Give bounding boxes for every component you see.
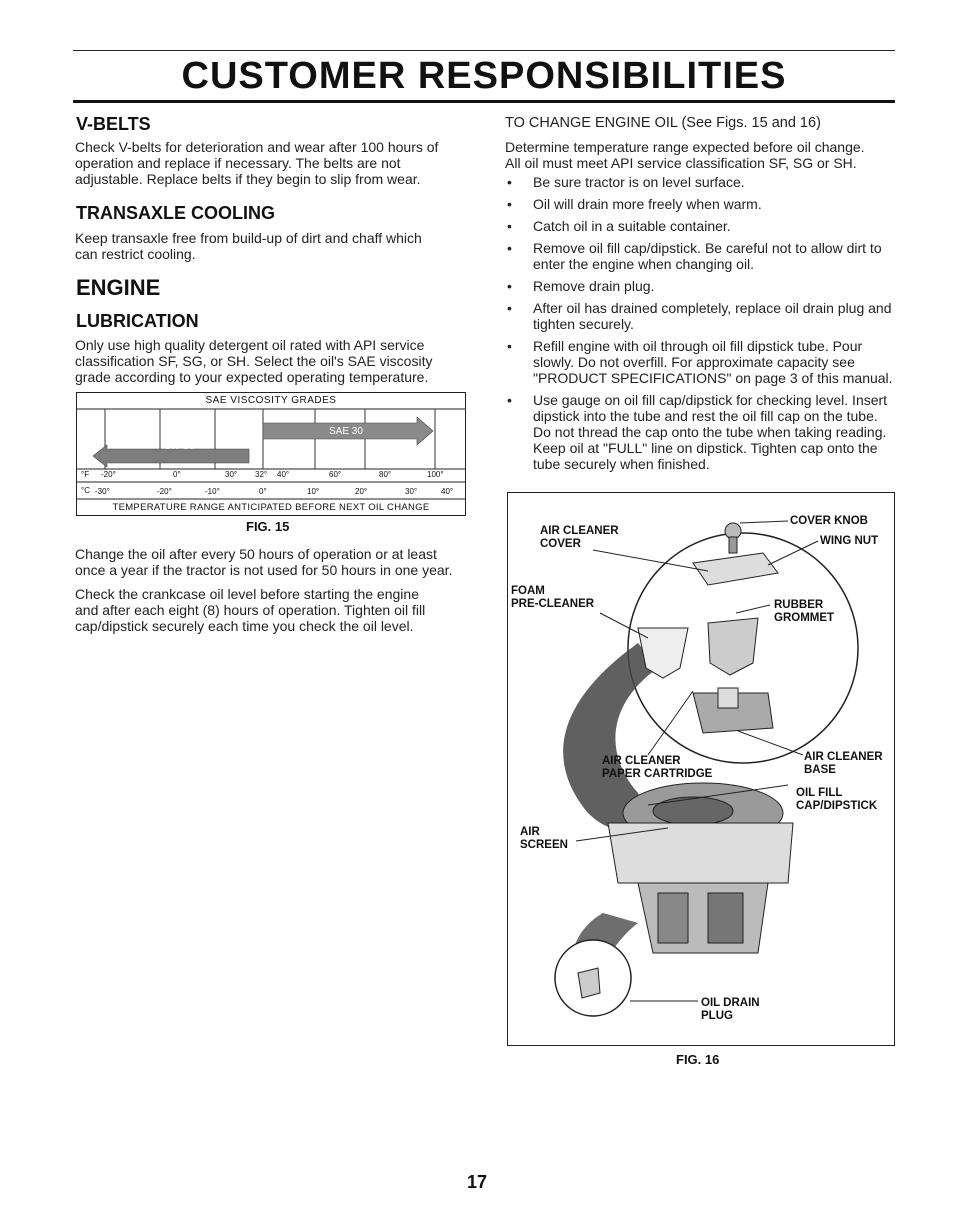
engine-heading: ENGINE xyxy=(76,275,161,300)
c-tick: 20° xyxy=(355,487,368,496)
top-rule xyxy=(73,50,895,51)
c-tick: 10° xyxy=(307,487,320,496)
page-number: 17 xyxy=(466,1172,488,1192)
f-tick: 32° xyxy=(255,470,268,479)
list-item: • Oil will drain more freely when warm. xyxy=(505,196,897,212)
list-item: • Catch oil in a suitable container. xyxy=(505,218,897,234)
f-unit: °F xyxy=(81,470,90,479)
fig16-label: FIG. 16 xyxy=(676,1052,720,1067)
lubrication-heading: LUBRICATION xyxy=(76,311,199,331)
change-oil-heading: TO CHANGE ENGINE OIL (See Figs. 15 and 16) xyxy=(505,115,821,131)
f-tick: 30° xyxy=(225,470,238,479)
f-tick: 0° xyxy=(173,470,181,479)
transaxle-heading: TRANSAXLE COOLING xyxy=(76,203,276,223)
c-tick: 30° xyxy=(405,487,418,496)
callout-air-cleaner-base: AIR CLEANER BASE xyxy=(804,751,883,776)
list-item: • Use gauge on oil fill cap/dipstick for checking level. Insert dipstick into the tube and rest the oil fill cap on the tube. Do not thread the cap onto the tube when taking reading. Keep oil at "FULL" line on dipstick. Tighten cap onto the tube securely when finished. xyxy=(505,392,897,472)
callout-wing-nut: WING NUT xyxy=(820,535,879,547)
oil-change-steps xyxy=(505,174,897,478)
vbelts-heading: V-BELTS xyxy=(76,114,151,134)
grade-sae30-label: SAE 30 xyxy=(329,426,363,437)
change-oil-text: Change the oil after every 50 hours of operation or at least once a year if the tractor is not used for 50 hours in one year. xyxy=(75,546,453,578)
viscosity-chart-graphic xyxy=(77,393,465,515)
callout-paper-cartridge: AIR CLEANER PAPER CARTRIDGE xyxy=(602,755,713,780)
lubrication-text: Only use high quality detergent oil rated with API service classification SF, SG, or SH. Select the oil's SAE viscosity grade according to your expected operating temperature. xyxy=(75,337,433,385)
page-title: CUSTOMER RESPONSIBILITIES xyxy=(181,55,787,97)
list-item: • Remove drain plug. xyxy=(505,278,897,294)
grade-5w30-label: 5W-30 xyxy=(165,441,195,452)
c-tick: -20° xyxy=(157,487,172,496)
viscosity-chart-footer: TEMPERATURE RANGE ANTICIPATED BEFORE NEXT OIL CHANGE xyxy=(112,502,430,513)
viscosity-chart-title: SAE VISCOSITY GRADES xyxy=(205,395,337,406)
c-tick: 0° xyxy=(259,487,267,496)
callout-foam-precleaner: FOAM PRE-CLEANER xyxy=(511,585,595,610)
callout-cover-knob: COVER KNOB xyxy=(790,515,868,527)
list-item: • Remove oil fill cap/dipstick. Be careful not to allow dirt to enter the engine when changing oil. xyxy=(505,240,897,272)
callout-air-screen: AIR SCREEN xyxy=(520,826,568,851)
f-tick: 100° xyxy=(427,470,444,479)
check-crankcase-text: Check the crankcase oil level before starting the engine and after each eight (8) hours of operation. Tighten oil fill cap/dipstick securely each time you check the oil level. xyxy=(75,586,426,634)
c-tick: 40° xyxy=(441,487,454,496)
f-tick: 80° xyxy=(379,470,392,479)
c-unit: °C xyxy=(81,486,90,495)
fig15-label: FIG. 15 xyxy=(246,519,290,534)
title-underline xyxy=(73,100,895,103)
callout-oil-drain-plug: OIL DRAIN PLUG xyxy=(701,997,760,1022)
list-item: • After oil has drained completely, replace oil drain plug and tighten securely. xyxy=(505,300,897,332)
callout-oil-fill: OIL FILL CAP/DIPSTICK xyxy=(796,787,878,812)
transaxle-text: Keep transaxle free from build-up of dirt and chaff which can restrict cooling. xyxy=(75,230,422,262)
engine-diagram xyxy=(507,492,895,1046)
change-oil-intro: Determine temperature range expected before oil change. All oil must meet API service classification SF, SG or SH. xyxy=(505,139,865,171)
c-tick: -10° xyxy=(205,487,220,496)
callout-rubber-grommet: RUBBER GROMMET xyxy=(774,599,835,624)
f-tick: -20° xyxy=(101,470,116,479)
f-tick: 40° xyxy=(277,470,290,479)
vbelts-text: Check V-belts for deterioration and wear after 100 hours of operation and replace if necessary. The belts are not adjustable. Replace belts if they begin to slip from wear. xyxy=(75,139,439,187)
viscosity-chart xyxy=(76,392,466,516)
list-item: • Refill engine with oil through oil fill dipstick tube. Pour slowly. Do not overfill. For approximate capacity see "PRODUCT SPECIFICATIONS" on page 3 of this manual. xyxy=(505,338,897,386)
callout-air-cleaner-cover: AIR CLEANER COVER xyxy=(540,525,619,550)
f-tick: 60° xyxy=(329,470,342,479)
list-item: • Be sure tractor is on level surface. xyxy=(505,174,897,190)
c-tick: -30° xyxy=(95,487,110,496)
